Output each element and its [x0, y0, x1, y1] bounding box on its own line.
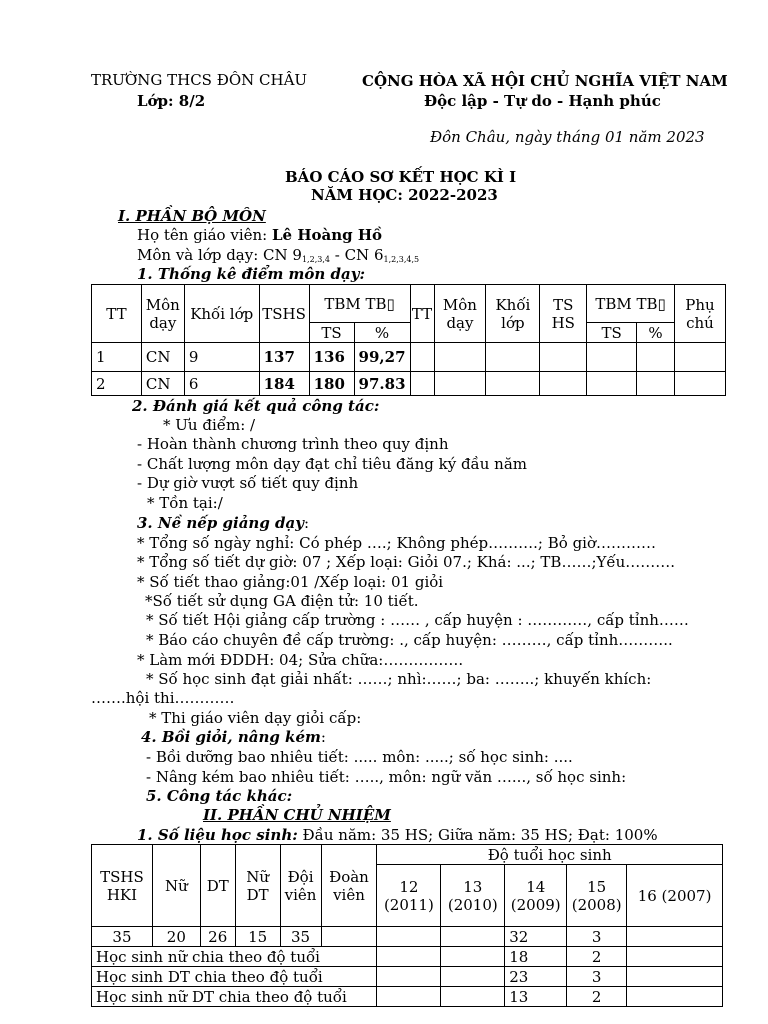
cell-empty	[410, 372, 434, 396]
cell-empty	[674, 343, 725, 372]
cell-count: 136	[309, 343, 354, 372]
discipline-line: * Tổng số ngày nghỉ: Có phép ….; Không phép……….; Bỏ giờ…………	[137, 534, 657, 552]
gifted-heading: 4. Bồi giỏi, nâng kém	[141, 728, 321, 746]
cell-tt: 1	[92, 343, 142, 372]
table-row	[92, 372, 726, 396]
cell-row-label: Học sinh nữ chia theo độ tuổi	[92, 947, 377, 967]
cell-empty	[486, 343, 540, 372]
th-total-students-2: TS HS	[540, 285, 587, 343]
th-age-group: Độ tuổi học sinh	[377, 845, 723, 865]
th-notes: Phụ chú	[674, 285, 725, 343]
th-age-13: 13 (2010)	[441, 865, 505, 927]
discipline-heading: 3. Nề nếp giảng dạy	[137, 514, 304, 532]
school-year: NĂM HỌC: 2022-2023	[311, 186, 498, 204]
th-ethnic: DT	[200, 845, 235, 927]
th-subject: Môn dạy	[141, 285, 184, 343]
cell-empty	[434, 372, 486, 396]
table-row	[92, 343, 726, 372]
school-name: TRƯỜNG THCS ĐÔN CHÂU	[91, 71, 308, 89]
cell-age-16	[627, 947, 723, 967]
cell-female: 20	[152, 927, 200, 947]
cell-empty	[410, 343, 434, 372]
eval-heading: 2. Đánh giá kết quả công tác:	[132, 397, 380, 415]
discipline-line: * Số tiết thao giảng:01 /Xếp loại: 01 giỏi	[137, 573, 444, 591]
cell-age-13	[441, 927, 505, 947]
cell-empty	[540, 343, 587, 372]
cell-empty	[674, 372, 725, 396]
subject-classes-9: 1,2,3,4	[301, 255, 330, 264]
cell-grade: 9	[184, 343, 259, 372]
th-tt-2: TT	[410, 285, 434, 343]
th-subject-2: Môn dạy	[434, 285, 486, 343]
other-heading: 5. Công tác khác:	[146, 787, 293, 805]
cell-empty	[587, 343, 637, 372]
cell-empty	[434, 343, 486, 372]
discipline-line: * Số học sinh đạt giải nhất: ……; nhì:……; ba: ……..; khuyến khích:	[146, 670, 652, 688]
cell-subject: CN	[141, 343, 184, 372]
th-avg-score: TBM TB▯	[309, 285, 410, 323]
student-stats-heading: 1. Số liệu học sinh:	[137, 826, 298, 844]
th-count: TS	[309, 323, 354, 343]
cell-subject: CN	[141, 372, 184, 396]
cell-age-12	[377, 967, 441, 987]
gifted-colon: :	[320, 728, 326, 746]
cell-pioneers: 35	[280, 927, 321, 947]
th-total-students: TSHS	[259, 285, 309, 343]
th-age-15: 15 (2008)	[567, 865, 627, 927]
eval-line: - Hoàn thành chương trình theo quy định	[137, 435, 449, 453]
discipline-heading-line	[137, 514, 309, 533]
cell-age-13	[441, 987, 505, 1007]
eval-line: * Ưu điểm: /	[163, 416, 256, 434]
homeroom-stats-table	[91, 844, 723, 1007]
cell-ethnic: 26	[200, 927, 235, 947]
gifted-heading-line	[141, 728, 326, 747]
cell-grade: 6	[184, 372, 259, 396]
cell-age-14: 23	[505, 967, 567, 987]
cell-age-12	[377, 927, 441, 947]
cell-total: 137	[259, 343, 309, 372]
discipline-line: * Số tiết Hội giảng cấp trường : …… , cấp huyện : …………, cấp tỉnh……	[146, 611, 689, 629]
th-youth-union: Đoàn viên	[321, 845, 377, 927]
cell-age-14: 13	[505, 987, 567, 1007]
cell-age-15: 2	[567, 947, 627, 967]
table-row	[92, 947, 723, 967]
th-pioneers: Đội viên	[280, 845, 321, 927]
th-grade-2: Khối lớp	[486, 285, 540, 343]
table-row	[92, 927, 723, 947]
th-female-ethnic: Nữ DT	[235, 845, 280, 927]
cell-row-label: Học sinh nữ DT chia theo độ tuổi	[92, 987, 377, 1007]
student-stats-line	[137, 826, 658, 845]
subject-mid: - CN 6	[329, 246, 384, 264]
cell-total: 184	[259, 372, 309, 396]
cell-tt: 2	[92, 372, 142, 396]
th-total-hki: TSHS HKI	[92, 845, 153, 927]
th-age-12: 12 (2011)	[377, 865, 441, 927]
motto: Độc lập - Tự do - Hạnh phúc	[424, 92, 661, 110]
cell-percent: 97.83	[354, 372, 410, 396]
cell-empty	[587, 372, 637, 396]
teacher-line	[137, 226, 382, 245]
discipline-line: * Thi giáo viên dạy giỏi cấp:	[149, 709, 362, 727]
eval-line: - Dự giờ vượt số tiết quy định	[137, 474, 359, 492]
discipline-line: * Tổng số tiết dự giờ: 07 ; Xếp loại: Giỏi 07.; Khá: ...; TB……;Yếu……….	[137, 553, 676, 571]
discipline-line: * Báo cáo chuyên đề cấp trường: ., cấp huyện: ………, cấp tỉnh………..	[146, 631, 673, 649]
gifted-line: - Nâng kém bao nhiêu tiết: ….., môn: ngữ văn …..., số học sinh:	[146, 768, 627, 786]
teacher-label: Họ tên giáo viên:	[137, 226, 272, 244]
cell-age-15: 3	[567, 967, 627, 987]
cell-age-16	[627, 987, 723, 1007]
cell-empty	[540, 372, 587, 396]
cell-age-14: 18	[505, 947, 567, 967]
cell-age-16	[627, 967, 723, 987]
subject-classes-6: 1,2,3,4,5	[383, 255, 420, 264]
cell-age-15: 2	[567, 987, 627, 1007]
cell-total: 35	[92, 927, 153, 947]
class-label: Lớp: 8/2	[137, 92, 206, 110]
cell-youth-union	[321, 927, 377, 947]
cell-row-label: Học sinh DT chia theo độ tuổi	[92, 967, 377, 987]
subject-label: Môn và lớp dạy: CN 9	[137, 246, 302, 264]
eval-line: - Chất lượng môn dạy đạt chỉ tiêu đăng ký đầu năm	[137, 455, 528, 473]
cell-empty	[486, 372, 540, 396]
th-tt: TT	[92, 285, 142, 343]
table-row	[92, 967, 723, 987]
discipline-line: * Làm mới ĐDDH: 04; Sửa chữa:…………….	[137, 651, 464, 669]
discipline-colon: :	[303, 514, 310, 532]
date-line: Đôn Châu, ngày tháng 01 năm 2023	[430, 128, 705, 146]
th-age-14: 14 (2009)	[505, 865, 567, 927]
cell-count: 180	[309, 372, 354, 396]
cell-age-12	[377, 987, 441, 1007]
student-stats-text: Đầu năm: 35 HS; Giữa năm: 35 HS; Đạt: 100%	[297, 826, 658, 844]
table-row	[92, 987, 723, 1007]
cell-female-ethnic: 15	[235, 927, 280, 947]
cell-empty	[637, 343, 675, 372]
th-avg-score-2: TBM TB▯	[587, 285, 675, 323]
th-grade: Khối lớp	[184, 285, 259, 343]
cell-age-15: 3	[567, 927, 627, 947]
th-age-16: 16 (2007)	[627, 865, 723, 927]
th-percent: %	[354, 323, 410, 343]
cell-age-16	[627, 927, 723, 947]
cell-age-13	[441, 967, 505, 987]
cell-age-14: 32	[505, 927, 567, 947]
th-female: Nữ	[152, 845, 200, 927]
th-percent-2: %	[637, 323, 675, 343]
discipline-line: *Số tiết sử dụng GA điện tử: 10 tiết.	[145, 592, 419, 610]
nation-title: CỘNG HÒA XÃ HỘI CHỦ NGHĨA VIỆT NAM	[362, 72, 728, 90]
cell-age-13	[441, 947, 505, 967]
report-title: BÁO CÁO SƠ KẾT HỌC KÌ I	[285, 168, 517, 186]
cell-age-12	[377, 947, 441, 967]
stats-heading: 1. Thống kê điểm môn dạy:	[137, 265, 366, 283]
discipline-line: …….hội thi…………	[91, 689, 235, 707]
part2-heading: II. PHẦN CHỦ NHIỆM	[203, 806, 391, 824]
teacher-name: Lê Hoàng Hồ	[272, 226, 383, 244]
cell-percent: 99,27	[354, 343, 410, 372]
th-count-2: TS	[587, 323, 637, 343]
part1-heading: I. PHẦN BỘ MÔN	[118, 207, 266, 225]
cell-empty	[637, 372, 675, 396]
eval-line: * Tồn tại:/	[147, 494, 223, 512]
score-stats-table	[91, 284, 726, 396]
gifted-line: - Bồi dưỡng bao nhiêu tiết: ..... môn: .....; số học sinh: ....	[146, 748, 573, 766]
